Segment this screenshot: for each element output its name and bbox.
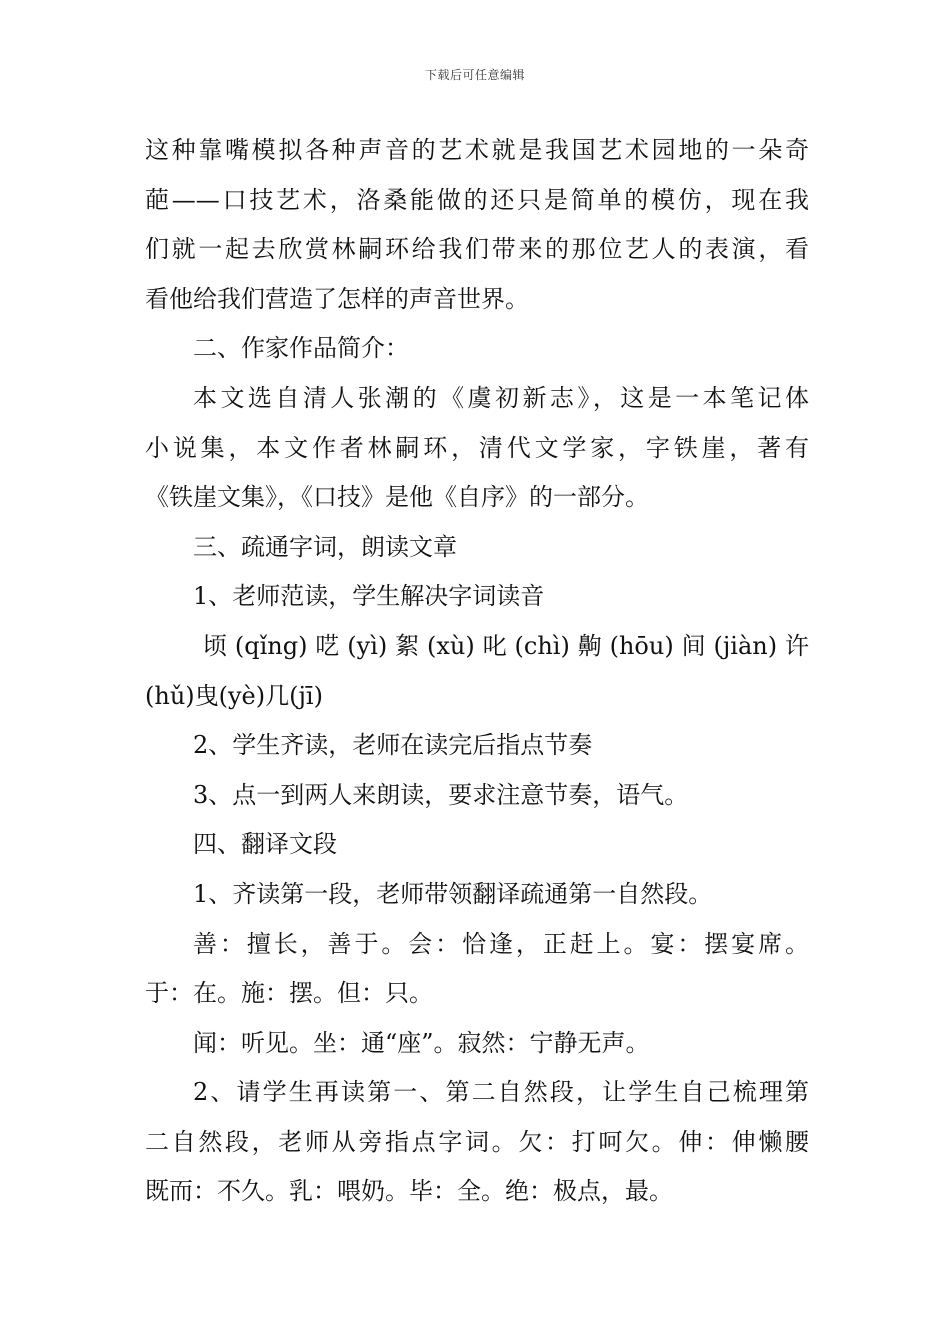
paragraph-line: 本文选自清人张潮的《虞初新志》，这是一本笔记体 [193, 383, 809, 412]
pinyin-line: 顷(qǐng)呓(yì)絮(xù)叱(chì)齁(hōu)间(jiàn)许 [203, 631, 809, 660]
paragraph-line: 二自然段，老师从旁指点字词。欠：打呵欠。伸：伸懒腰 [145, 1127, 809, 1156]
paragraph-line: 葩——口技艺术，洛桑能做的还只是简单的模仿，现在我 [145, 185, 809, 214]
paragraph-line: 闻：听见。坐：通“座”。寂然：宁静无声。 [193, 1028, 650, 1057]
section-heading: 四、翻译文段 [193, 830, 337, 859]
paragraph-line: 小说集，本文作者林嗣环，清代文学家，字铁崖，著有 [145, 433, 809, 462]
paragraph-line: 于：在。施：摆。但：只。 [145, 979, 433, 1008]
paragraph-line: 既而：不久。乳：喂奶。毕：全。绝：极点，最。 [145, 1177, 673, 1206]
list-item: 2、请学生再读第一、第二自然段，让学生自己梳理第 [193, 1078, 809, 1107]
list-item: 1、老师范读，学生解决字词读音 [193, 582, 545, 611]
paragraph-line: 这种靠嘴模拟各种声音的艺术就是我国艺术园地的一朵奇 [145, 136, 809, 164]
page-header: 下载后可任意编辑 [424, 68, 525, 82]
paragraph-line: 看他给我们营造了怎样的声音世界。 [145, 284, 529, 313]
document-body [145, 126, 809, 1217]
paragraph-line: 善：擅长，善于。会：恰逢，正赶上。宴：摆宴席。 [193, 929, 809, 958]
paragraph-line: 《铁崖文集》，《口技》是他《自序》的一部分。 [145, 483, 649, 512]
section-heading: 三、疏通字词，朗读文章 [193, 532, 457, 561]
section-heading: 二、作家作品简介： [193, 334, 409, 363]
list-item: 2、学生齐读，老师在读完后指点节奏 [193, 731, 593, 760]
list-item: 3、点一到两人来朗读，要求注意节奏，语气。 [193, 780, 689, 809]
list-item: 1、齐读第一段，老师带领翻译疏通第一自然段。 [193, 879, 713, 908]
paragraph-line: 们就一起去欣赏林嗣环给我们带来的那位艺人的表演，看 [145, 235, 809, 264]
pinyin-line: (hǔ)曳(yè)几(jī) [145, 681, 323, 710]
